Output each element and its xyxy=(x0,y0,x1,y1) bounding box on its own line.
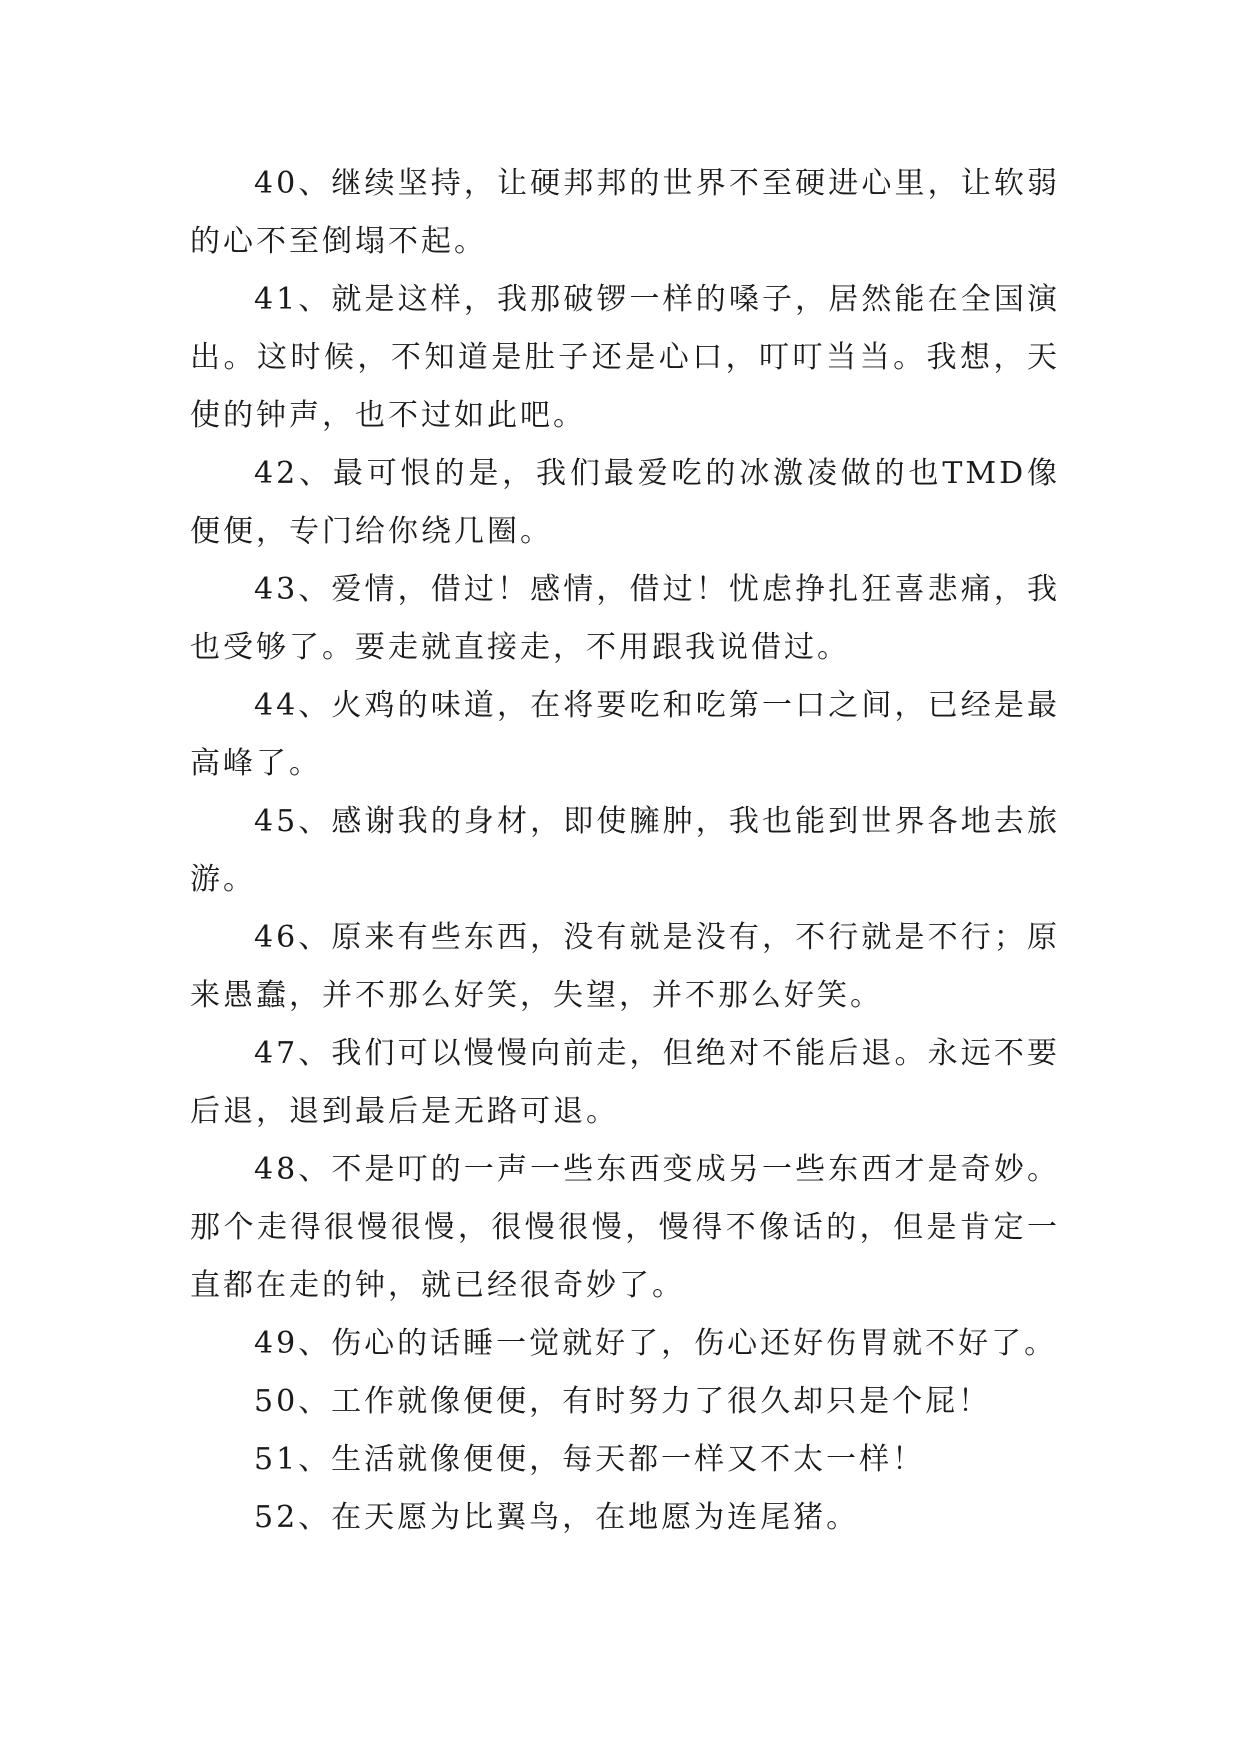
paragraph-44: 44、火鸡的味道，在将要吃和吃第一口之间，已经是最高峰了。 xyxy=(190,688,1060,781)
paragraph-43: 43、爱情，借过！感情，借过！忧虑挣扎狂喜悲痛，我也受够了。要走就直接走，不用跟我说借过。 xyxy=(190,572,1060,665)
paragraph-50: 50、工作就像便便，有时努力了很久却只是个屁！ xyxy=(254,1384,992,1419)
paragraph-40: 40、继续坚持，让硬邦邦的世界不至硬进心里，让软弱的心不至倒塌不起。 xyxy=(190,166,1060,259)
paragraph-42: 42、最可恨的是，我们最爱吃的冰激凌做的也TMD像便便，专门给你绕几圈。 xyxy=(190,456,1060,549)
paragraph-45: 45、感谢我的身材，即使臃肿，我也能到世界各地去旅游。 xyxy=(190,804,1060,897)
paragraph-51: 51、生活就像便便，每天都一样又不太一样！ xyxy=(254,1442,926,1477)
paragraph-41: 41、就是这样，我那破锣一样的嗓子，居然能在全国演出。这时候，不知道是肚子还是心口，叮叮当当。我想，天使的钟声，也不过如此吧。 xyxy=(190,282,1060,433)
paragraph-48: 48、不是叮的一声一些东西变成另一些东西才是奇妙。那个走得很慢很慢，很慢很慢，慢得不像话的，但是肯定一直都在走的钟，就已经很奇妙了。 xyxy=(190,1152,1060,1303)
paragraph-52: 52、在天愿为比翼鸟，在地愿为连尾猪。 xyxy=(254,1500,860,1535)
paragraph-47: 47、我们可以慢慢向前走，但绝对不能后退。永远不要后退，退到最后是无路可退。 xyxy=(190,1036,1060,1129)
paragraph-49: 49、伤心的话睡一觉就好了，伤心还好伤胃就不好了。 xyxy=(254,1326,1058,1361)
paragraph-46: 46、原来有些东西，没有就是没有，不行就是不行；原来愚蠢，并不那么好笑，失望，并不那么好笑。 xyxy=(190,920,1060,1013)
document-body xyxy=(190,155,1060,1547)
